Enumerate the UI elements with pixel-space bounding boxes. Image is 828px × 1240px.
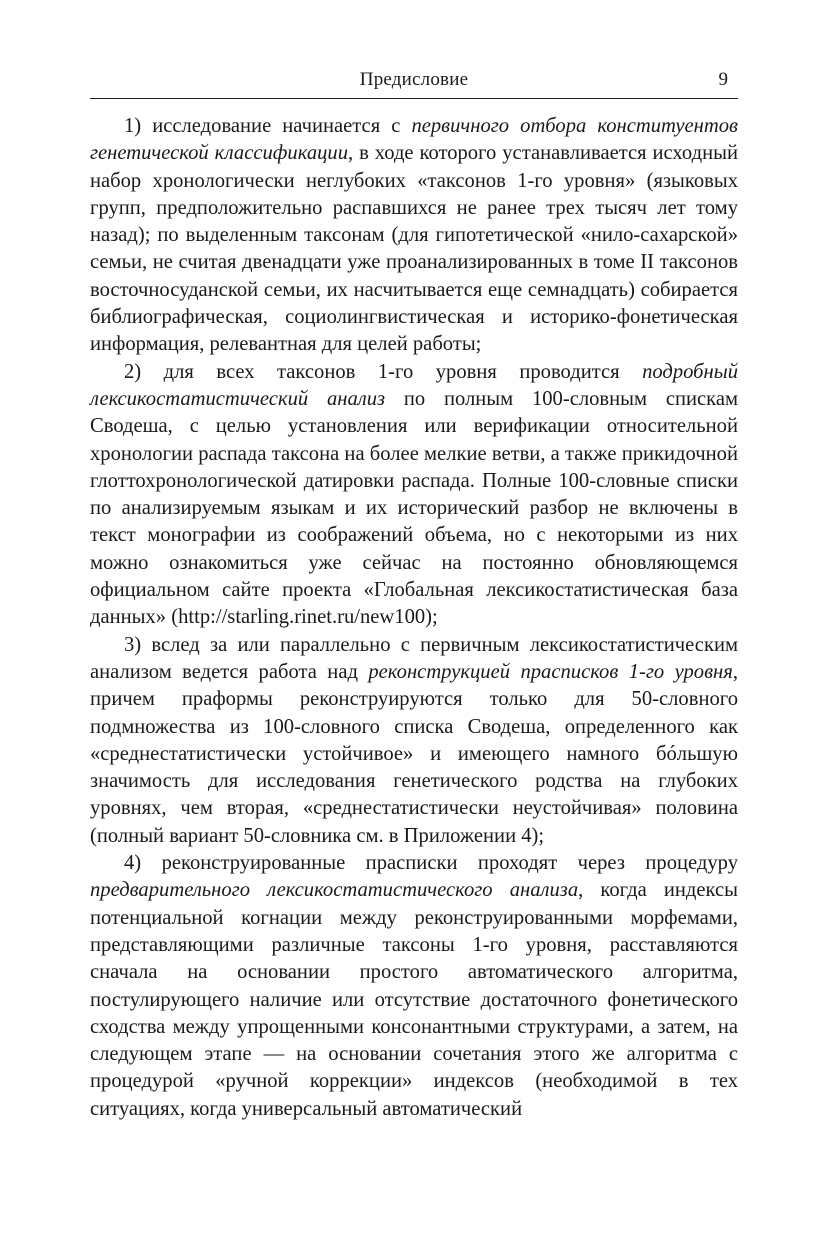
paragraph-3-italic: реконструкцией прасписков 1-го уровня — [368, 660, 733, 683]
paragraph-1-italic: первичного отбора конституентов генетической классификации — [90, 115, 738, 165]
paragraph-2-text: 2) для всех таксонов 1-го уровня проводится — [124, 360, 643, 383]
paragraph-4 — [90, 850, 738, 1123]
paragraph-1 — [90, 113, 738, 359]
paragraph-2 — [90, 359, 738, 632]
paragraph-4-text: 4) реконструированные прасписки проходят через процедуру — [124, 852, 738, 875]
book-page — [90, 66, 738, 1123]
paragraph-2-italic: подробный лексикостатистический анализ — [90, 360, 738, 410]
paragraph-2-text: по полным 100-словным спискам Сводеша, с целью установления или верификации относительной хронологии распада таксона на более мелкие ветви, а также прикидочной глоттохронологической датировки распада. Полные 100-словные списки по анализируемым языкам и их исторический разбор не включены в текст монографии из соображений объема, но с некоторыми из них можно ознакомиться уже сейчас на постоянно обновляющемся официальном сайте проекта «Глобальная лексикостатистическая база данных» (http://starling.rinet.ru/new100); — [90, 387, 739, 629]
paragraph-3-text: 3) вслед за или параллельно с первичным лексикостатистическим анализом ведется работа над — [90, 633, 738, 683]
paragraph-1-text: 1) исследование начинается с — [124, 115, 412, 137]
paragraph-4-italic: предварительного лексикостатистического анализа — [90, 879, 579, 902]
body-text — [90, 113, 738, 1123]
paragraph-4-text: , когда индексы потенциальной когнации между реконструированными морфемами, представляющими различные таксоны 1-го уровня, расставляются сначала на основании простого автоматического алгоритма, постулирующего наличие или отсутствие достаточного фонетического сходства между упрощенными консонантными структурами, а затем, на следующем этапе — на основании сочетания этого же алгоритма с процедурой «ручной коррекции» индексов (необходимой в тех ситуациях, когда универсальный автоматический — [90, 879, 738, 1120]
paragraph-1-text: , в ходе которого устанавливается исходный набор хронологически неглубоких «таксонов 1-го уровня» (языковых групп, предположительно распавшихся не ранее трех тысяч лет тому назад); по выделенным таксонам (для гипотетической «нило-сахарской» семьи, не считая двенадцати уже проанализированных в томе II таксонов восточносуданской семьи, их насчитывается еще семнадцать) собирается библиографическая, социолингвистическая и историко-фонетическая информация, релевантная для целей работы; — [90, 142, 738, 356]
page-number: 9 — [718, 69, 728, 90]
running-header — [90, 66, 738, 99]
paragraph-3-text: , причем праформы реконструируются только для 50-словного подмножества из 100-словного списка Сводеша, определенного как «среднестатистически устойчивое» и имеющего намного бóльшую значимость для исследования генетического родства на глубоких уровнях, чем вторая, «среднестатистически неустойчивая» половина (полный вариант 50-словника см. в Приложении 4); — [90, 660, 738, 847]
section-title: Предисловие — [359, 69, 469, 90]
paragraph-3 — [90, 632, 738, 850]
